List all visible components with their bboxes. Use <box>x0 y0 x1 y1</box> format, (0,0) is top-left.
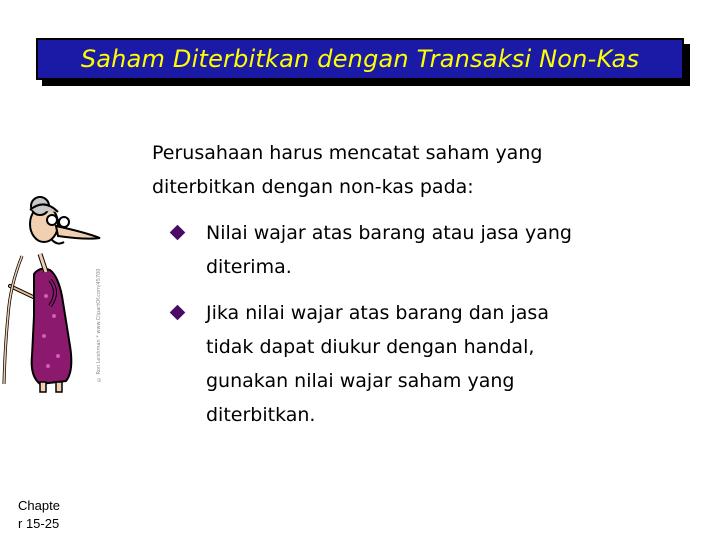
chapter-line-1: Chapte <box>18 498 60 513</box>
intro-line-2: diterbitkan dengan non-kas pada: <box>152 176 474 198</box>
bullet-item <box>168 216 638 284</box>
diamond-bullet-icon <box>170 305 186 321</box>
intro-text <box>152 136 632 204</box>
bullet-2-line-4: diterbitkan. <box>206 404 316 426</box>
title-banner <box>36 38 684 80</box>
bullet-1-line-1: Nilai wajar atas barang atau jasa yang <box>206 222 572 244</box>
chapter-line-2: r 15-25 <box>18 516 60 531</box>
old-lady-cartoon <box>0 196 132 396</box>
bullet-2-line-1: Jika nilai wajar atas barang dan jasa <box>206 302 549 324</box>
chapter-reference <box>18 497 78 533</box>
cartoon-credit: © Ron Leishman * www.ClipartOf.com/45700 <box>96 268 102 382</box>
diamond-bullet-icon <box>170 225 186 241</box>
bullet-2-line-3: gunakan nilai wajar saham yang <box>206 370 515 392</box>
slide-title: Saham Diterbitkan dengan Transaksi Non-Kas <box>80 45 640 73</box>
bullet-list <box>168 216 638 444</box>
bullet-item <box>168 296 638 432</box>
bullet-1-line-2: diterima. <box>206 256 292 278</box>
bullet-2-line-2: tidak dapat diukur dengan handal, <box>206 336 535 358</box>
intro-line-1: Perusahaan harus mencatat saham yang <box>152 142 543 164</box>
